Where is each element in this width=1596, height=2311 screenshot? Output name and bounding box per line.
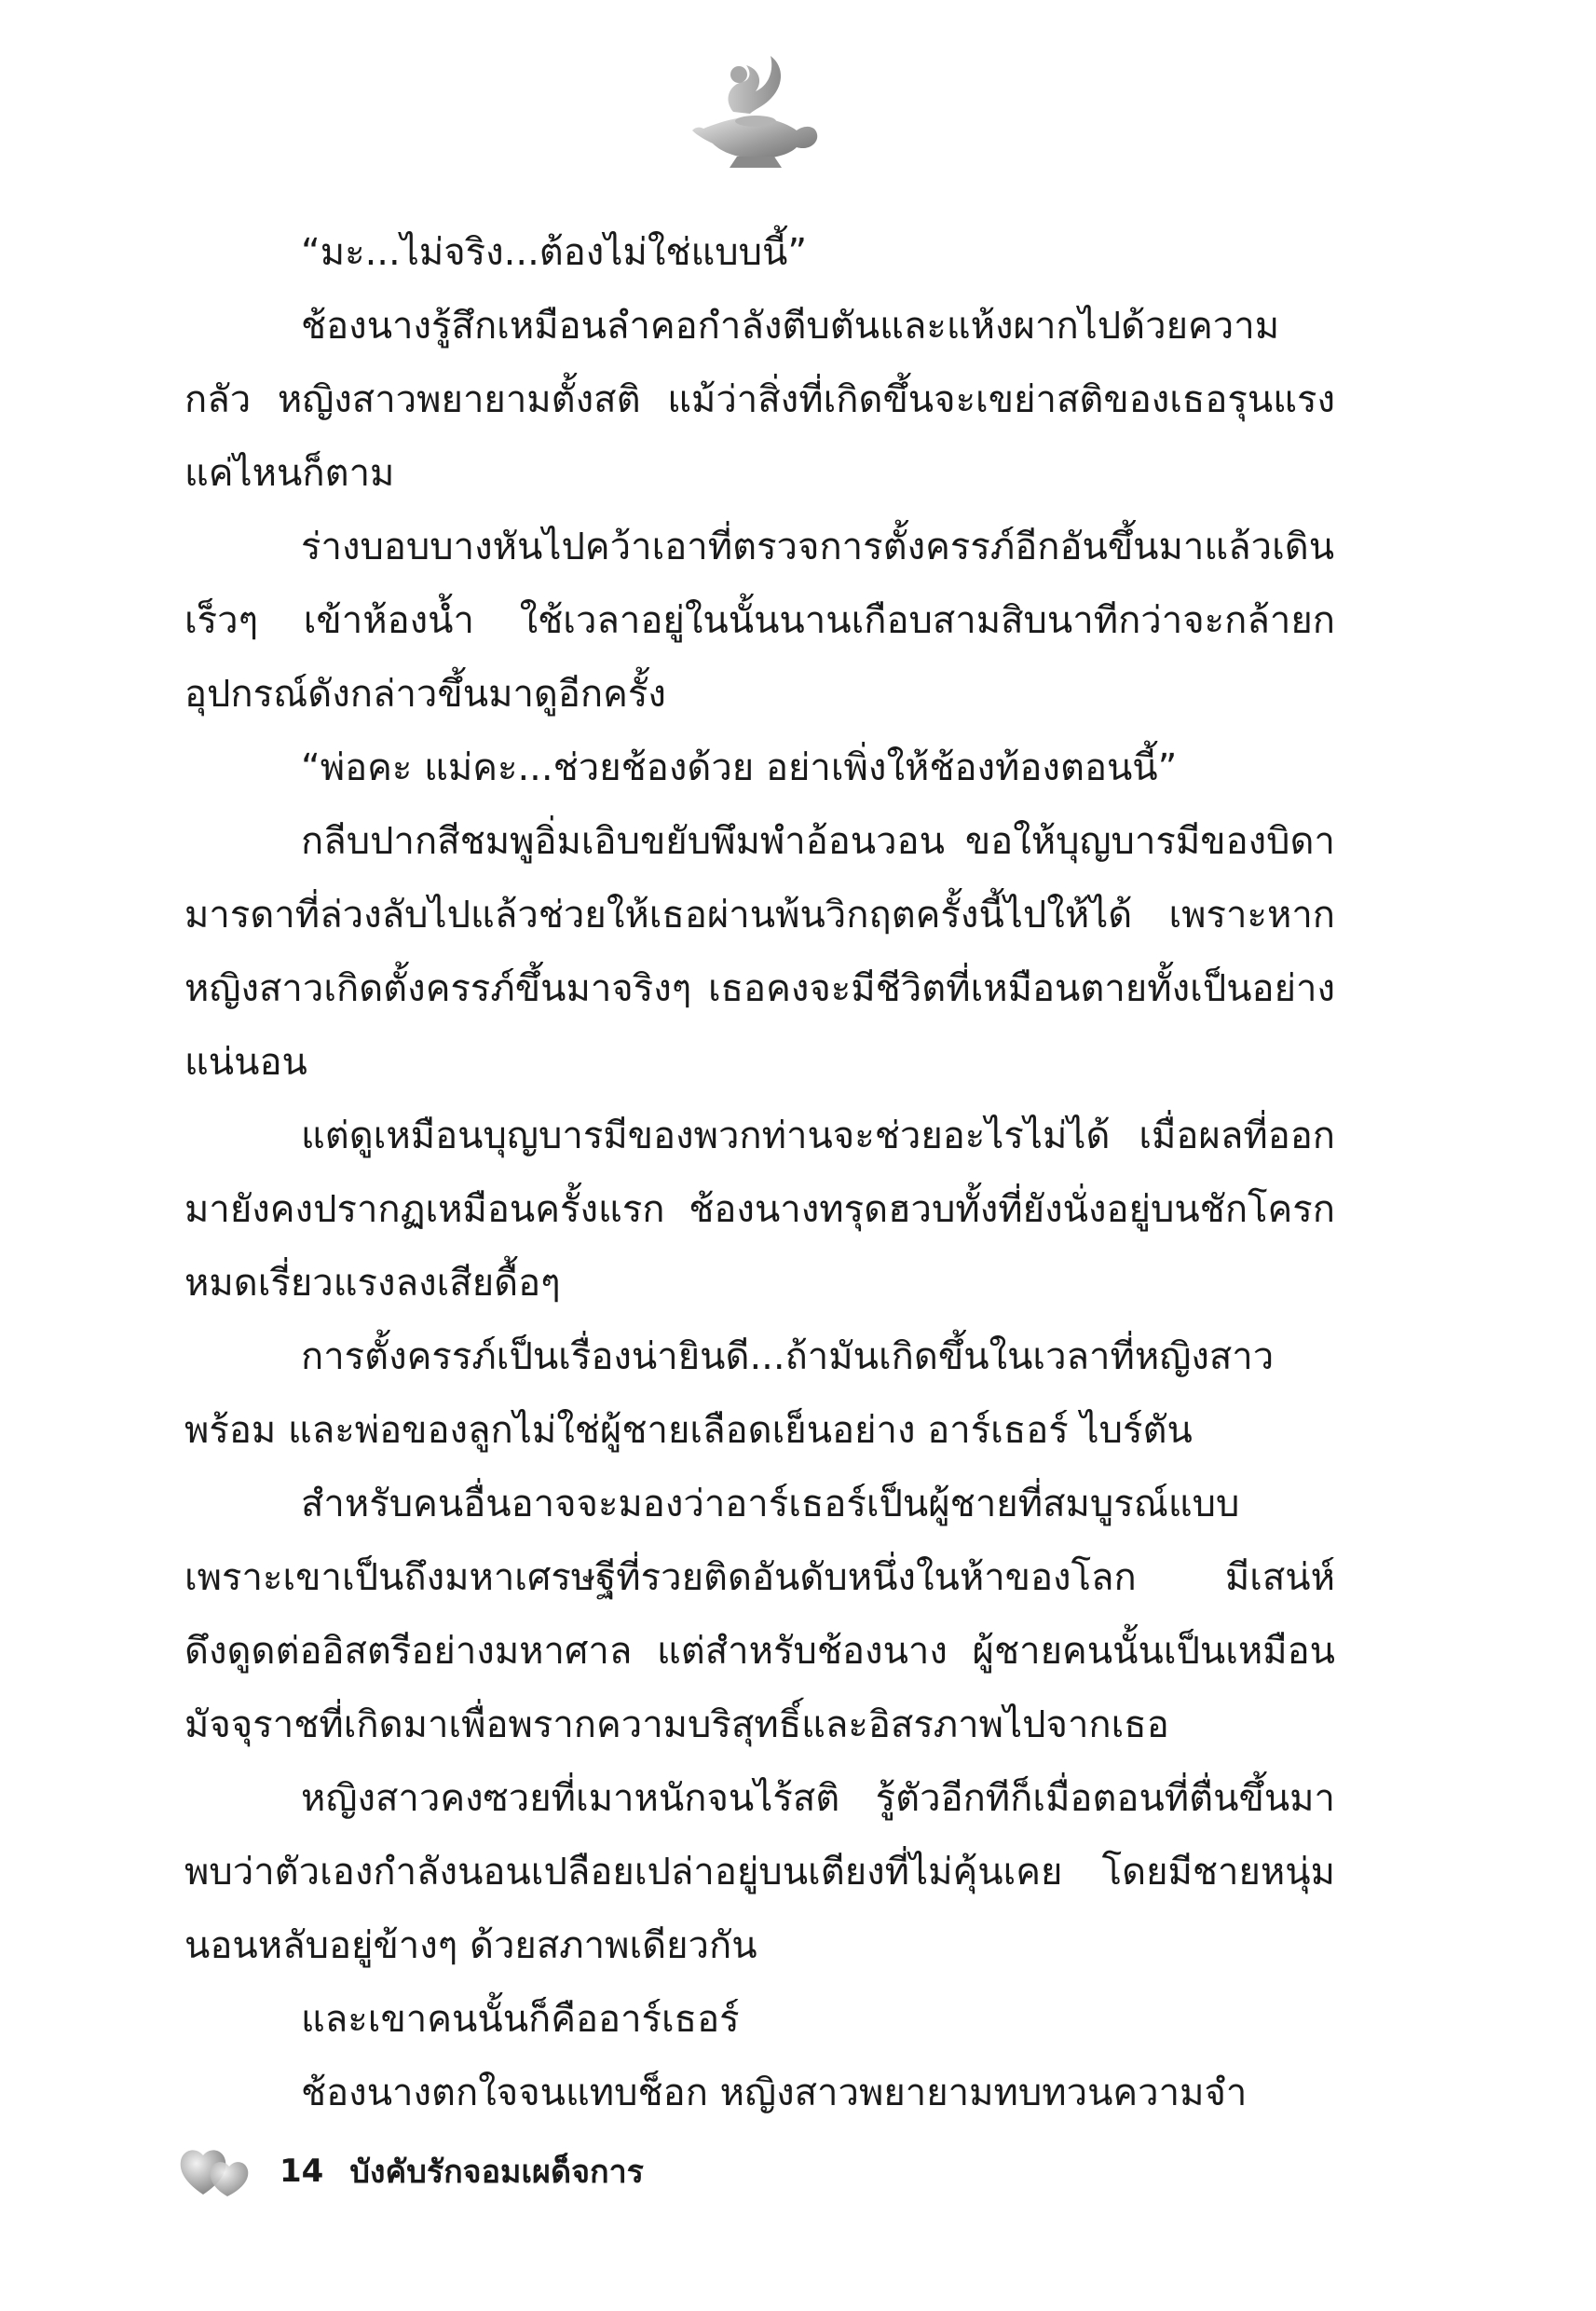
paragraph: สำหรับคนอื่นอาจจะมองว่าอาร์เธอร์เป็นผู้ชายที่สมบูรณ์แบบเพราะเขาเป็นถึงมหาเศรษฐีที่รวยติดอันดับหนึ่งในห้าของโลก มีเสน่ห์ดึงดูดต่ออิสตรีอย่างมหาศาล แต่สำหรับช้องนาง ผู้ชายคนนั้นเป็นเหมือนมัจจุราชที่เกิดมาเพื่อพรากความบริสุทธิ์และอิสรภาพไปจากเธอ — [184, 1483, 1335, 1746]
paragraph: และเขาคนนั้นก็คืออาร์เธอร์ — [301, 1998, 740, 2041]
page-number: 14 — [280, 2153, 324, 2190]
book-title: บังคับรักจอมเผด็จการ — [349, 2154, 644, 2191]
page-footer — [177, 2139, 644, 2204]
paragraph: “พ่อคะ แม่คะ...ช่วยช้องด้วย อย่าเพิ่งให้ช้องท้องตอนนี้” — [301, 746, 1178, 789]
paragraph: กลีบปากสีชมพูอิ่มเอิบขยับพึมพำอ้อนวอน ขอให้บุญบารมีของบิดามารดาที่ล่วงลับไปแล้วช่วยให้เธอผ่านพ้นวิกฤตครั้งนี้ไปให้ได้ เพราะหากหญิงสาวเกิดตั้งครรภ์ขึ้นมาจริงๆ เธอคงจะมีชีวิตที่เหมือนตายทั้งเป็นอย่างแน่นอน — [184, 820, 1335, 1084]
body-text — [184, 216, 1335, 2130]
paragraph: หญิงสาวคงซวยที่เมาหนักจนไร้สติ รู้ตัวอีกทีก็เมื่อตอนที่ตื่นขึ้นมาพบว่าตัวเองกำลังนอนเปลือยเปล่าอยู่บนเตียงที่ไม่คุ้นเคย โดยมีชายหนุ่มนอนหลับอยู่ข้างๆ ด้วยสภาพเดียวกัน — [184, 1777, 1335, 1967]
hearts-icon — [177, 2142, 252, 2200]
paragraph: ช้องนางรู้สึกเหมือนลำคอกำลังตีบตันและแห้งผากไปด้วยความกลัว หญิงสาวพยายามตั้งสติ แม้ว่าสิ่งที่เกิดขึ้นจะเขย่าสติของเธอรุนแรงแค่ไหนก็ตาม — [184, 305, 1335, 495]
genie-lamp-icon — [685, 47, 825, 172]
paragraph: ช้องนางตกใจจนแทบช็อก หญิงสาวพยายามทบทวนความจำ — [301, 2072, 1248, 2114]
paragraph: ร่างบอบบางหันไปคว้าเอาที่ตรวจการตั้งครรภ์อีกอันขึ้นมาแล้วเดินเร็วๆ เข้าห้องน้ำ ใช้เวลาอยู่ในนั้นนานเกือบสามสิบนาทีกว่าจะกล้ายกอุปกรณ์ดังกล่าวขึ้นมาดูอีกครั้ง — [184, 526, 1335, 716]
paragraph: “มะ...ไม่จริง...ต้องไม่ใช่แบบนี้” — [301, 231, 808, 274]
paragraph: การตั้งครรภ์เป็นเรื่องน่ายินดี...ถ้ามันเกิดขึ้นในเวลาที่หญิงสาวพร้อม และพ่อของลูกไม่ใช่ผู้ชายเลือดเย็นอย่าง อาร์เธอร์ ไบร์ตัน — [184, 1335, 1275, 1452]
paragraph: แต่ดูเหมือนบุญบารมีของพวกท่านจะช่วยอะไรไม่ได้ เมื่อผลที่ออกมายังคงปรากฏเหมือนครั้งแรก ช้องนางทรุดฮวบทั้งที่ยังนั่งอยู่บนชักโครก หมดเรี่ยวแรงลงเสียดื้อๆ — [184, 1114, 1335, 1305]
